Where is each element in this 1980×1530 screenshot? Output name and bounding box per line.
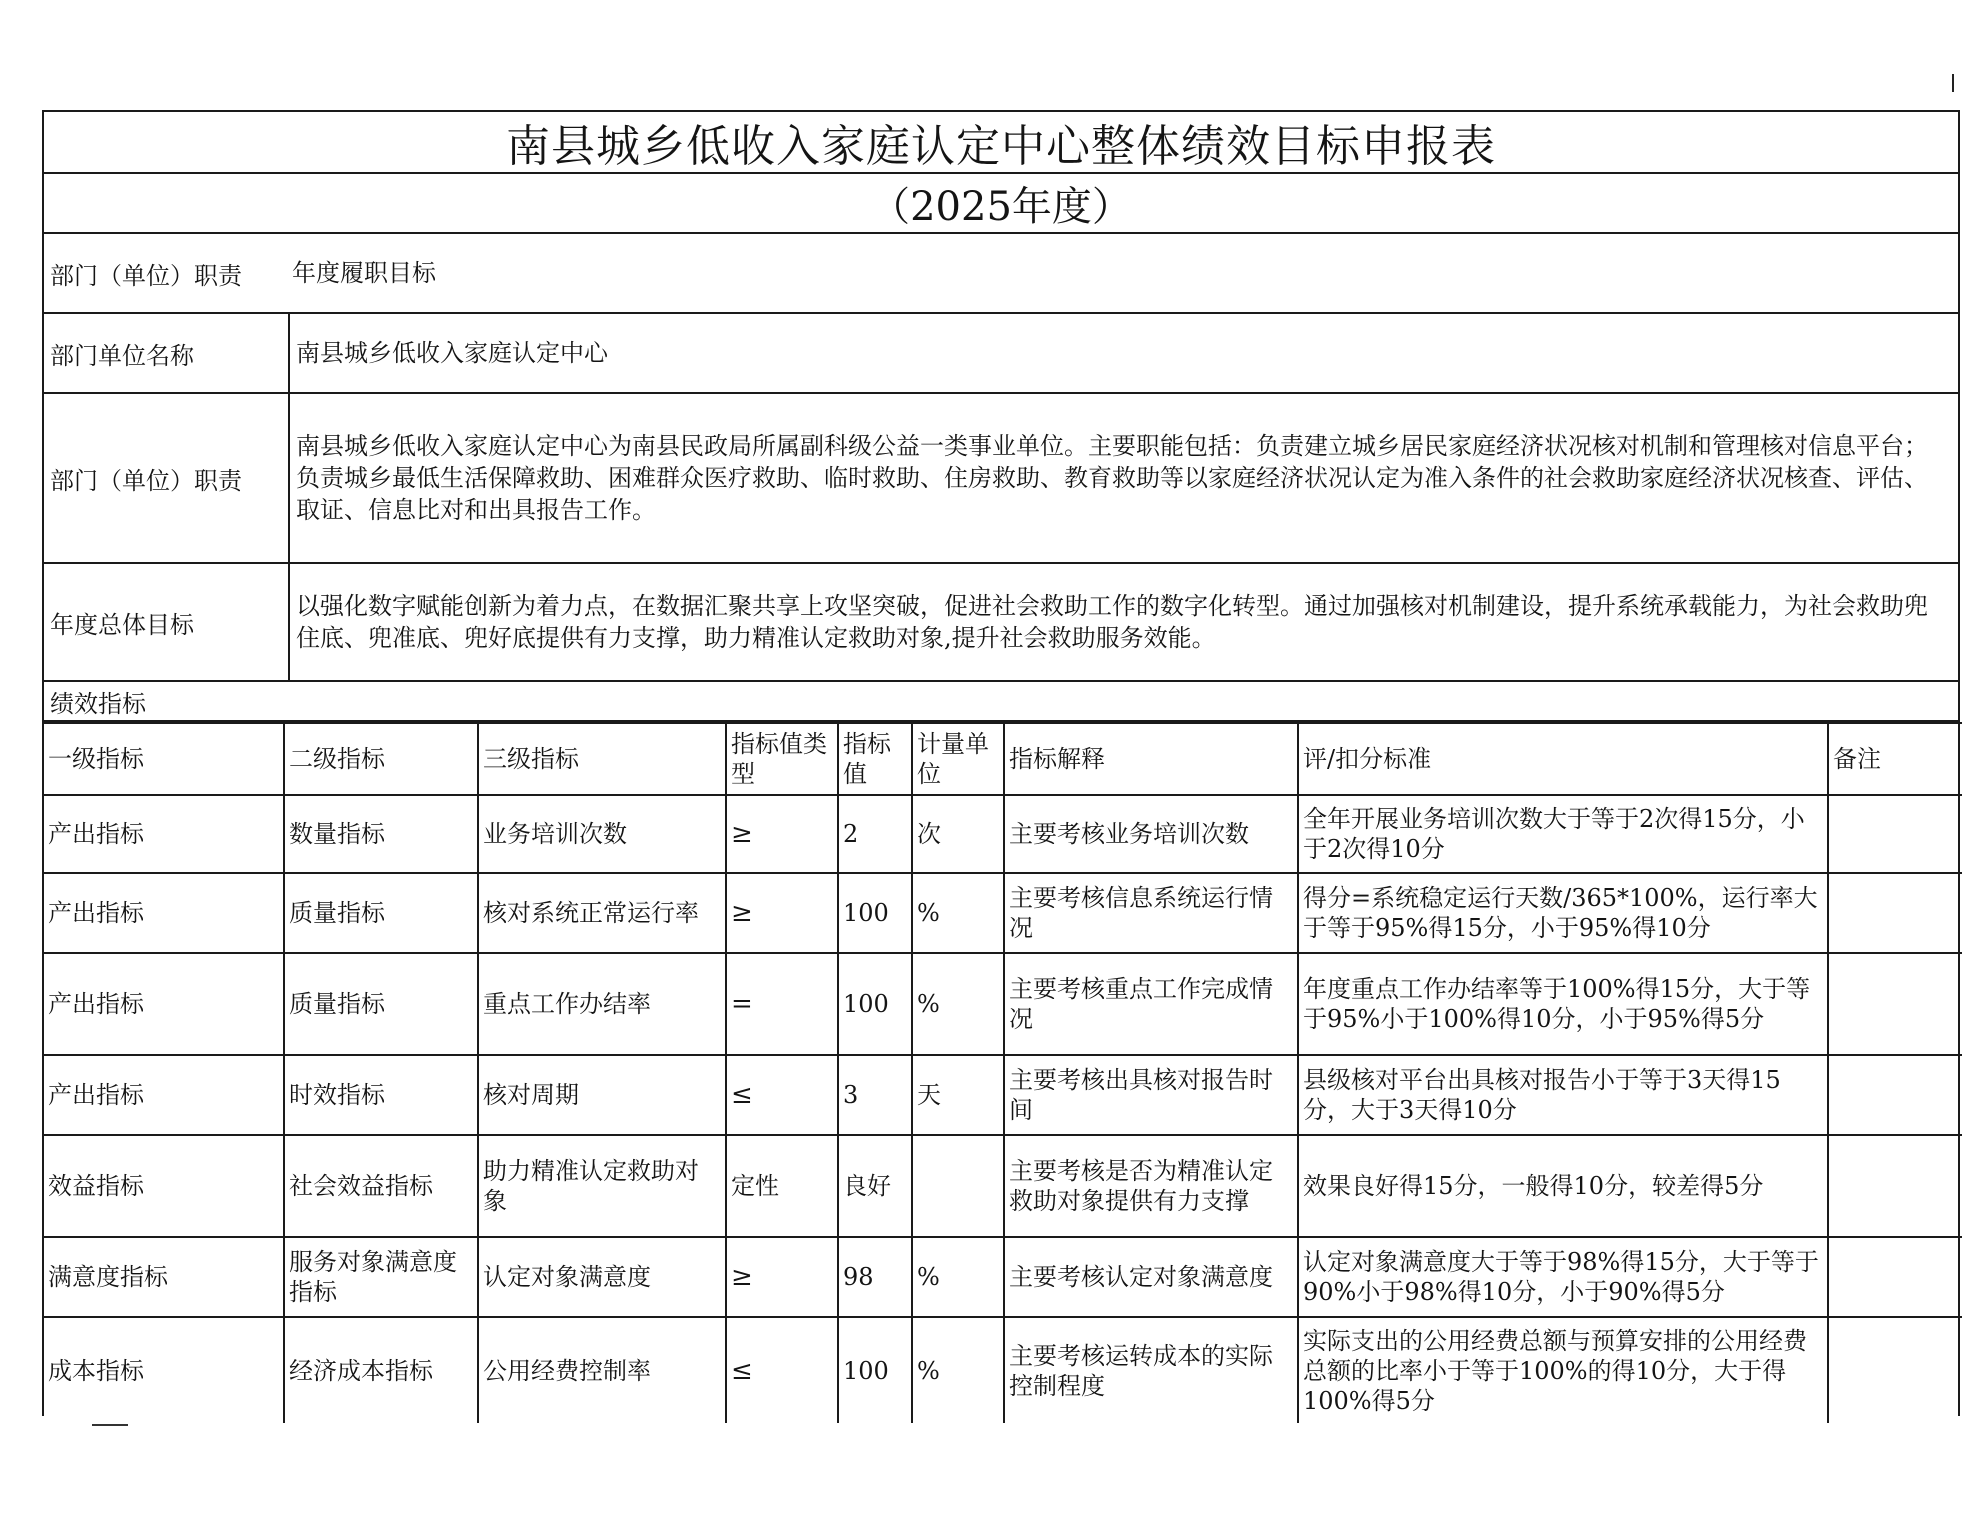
cell-level3: 核对系统正常运行率: [478, 873, 726, 953]
cell-level3: 公用经费控制率: [478, 1317, 726, 1423]
table-row: [44, 795, 1962, 873]
header-scoring: 评/扣分标准: [1298, 723, 1828, 795]
cell-value: 100: [838, 873, 912, 953]
section-heading: 绩效指标: [44, 682, 1958, 722]
cell-unit: %: [912, 953, 1004, 1055]
cell-explain: 主要考核重点工作完成情况: [1004, 953, 1298, 1055]
cell-unit: %: [912, 873, 1004, 953]
cell-level2: 质量指标: [284, 953, 478, 1055]
cell-value: 100: [838, 953, 912, 1055]
cell-level1: 成本指标: [44, 1317, 284, 1423]
cell-level1: 满意度指标: [44, 1237, 284, 1317]
cell-unit: 天: [912, 1055, 1004, 1135]
cell-level2: 质量指标: [284, 873, 478, 953]
cell-level1: 产出指标: [44, 795, 284, 873]
duty-row: [44, 394, 1958, 564]
cell-level3: 助力精准认定救助对象: [478, 1135, 726, 1237]
cell-value: 2: [838, 795, 912, 873]
scan-edge-mark: [1952, 74, 1954, 92]
cell-scoring: 县级核对平台出具核对报告小于等于3天得15分，大于3天得10分: [1298, 1055, 1828, 1135]
cell-value-type: ≥: [726, 1237, 838, 1317]
header-unit: 计量单位: [912, 723, 1004, 795]
cell-level3: 业务培训次数: [478, 795, 726, 873]
cell-level2: 经济成本指标: [284, 1317, 478, 1423]
cell-explain: 主要考核认定对象满意度: [1004, 1237, 1298, 1317]
form-subtitle: （2025年度）: [44, 174, 1958, 234]
cell-value: 98: [838, 1237, 912, 1317]
cell-value-type: ≥: [726, 873, 838, 953]
header-level1: 一级指标: [44, 723, 284, 795]
cell-level1: 产出指标: [44, 873, 284, 953]
cell-scoring: 认定对象满意度大于等于98%得15分，大于等于90%小于98%得10分，小于90%得5分: [1298, 1237, 1828, 1317]
cell-remark: [1828, 795, 1962, 873]
cell-level1: 效益指标: [44, 1135, 284, 1237]
annual-goal-row: [44, 564, 1958, 682]
unit-name-value: 南县城乡低收入家庭认定中心: [288, 314, 1958, 392]
table-row: [44, 873, 1962, 953]
cell-explain: 主要考核运转成本的实际控制程度: [1004, 1317, 1298, 1423]
cell-explain: 主要考核信息系统运行情况: [1004, 873, 1298, 953]
indicator-table: [44, 722, 1962, 1423]
header-value: 指标值: [838, 723, 912, 795]
cell-scoring: 得分=系统稳定运行天数/365*100%，运行率大于等于95%得15分，小于95%得10分: [1298, 873, 1828, 953]
header-level3: 三级指标: [478, 723, 726, 795]
annual-goal-value: 以强化数字赋能创新为着力点，在数据汇聚共享上攻坚突破，促进社会救助工作的数字化转型。通过加强核对机制建设，提升系统承载能力，为社会救助兜住底、兜准底、兜好底提供有力支撑，助力精准认定救助对象,提升社会救助服务效能。: [288, 564, 1958, 680]
duty-label: 部门（单位）职责: [50, 466, 242, 495]
table-row: [44, 1317, 1962, 1423]
cell-level2: 数量指标: [284, 795, 478, 873]
cell-level3: 重点工作办结率: [478, 953, 726, 1055]
header-value-type: 指标值类型: [726, 723, 838, 795]
duty-value: 南县城乡低收入家庭认定中心为南县民政局所属副科级公益一类事业单位。主要职能包括：负责建立城乡居民家庭经济状况核对机制和管理核对信息平台；负责城乡最低生活保障救助、困难群众医疗救助、临时救助、住房救助、教育救助等以家庭经济状况认定为准入条件的社会救助家庭经济状况核查、评估、取证、信息比对和出具报告工作。: [288, 394, 1958, 562]
cell-scoring: 实际支出的公用经费总额与预算安排的公用经费总额的比率小于等于100%的得10分，大于得100%得5分: [1298, 1317, 1828, 1423]
table-row: [44, 1135, 1962, 1237]
header-explain: 指标解释: [1004, 723, 1298, 795]
cell-value-type: 定性: [726, 1135, 838, 1237]
cell-level2: 服务对象满意度指标: [284, 1237, 478, 1317]
duty-header-value: 年度履职目标: [292, 259, 436, 287]
unit-name-label: 部门单位名称: [50, 341, 194, 370]
table-header-row: [44, 723, 1962, 795]
scan-foot-mark: [92, 1424, 128, 1426]
cell-scoring: 效果良好得15分，一般得10分，较差得5分: [1298, 1135, 1828, 1237]
header-level2: 二级指标: [284, 723, 478, 795]
performance-form: [42, 110, 1960, 1416]
cell-value-type: ≤: [726, 1055, 838, 1135]
cell-level2: 时效指标: [284, 1055, 478, 1135]
cell-level2: 社会效益指标: [284, 1135, 478, 1237]
cell-level1: 产出指标: [44, 953, 284, 1055]
duty-header-label: 部门（单位）职责: [50, 261, 242, 290]
cell-remark: [1828, 1055, 1962, 1135]
cell-scoring: 全年开展业务培训次数大于等于2次得15分，小于2次得10分: [1298, 795, 1828, 873]
table-row: [44, 1055, 1962, 1135]
cell-remark: [1828, 953, 1962, 1055]
cell-remark: [1828, 1237, 1962, 1317]
cell-explain: 主要考核是否为精准认定救助对象提供有力支撑: [1004, 1135, 1298, 1237]
cell-value: 100: [838, 1317, 912, 1423]
cell-level3: 认定对象满意度: [478, 1237, 726, 1317]
cell-level3: 核对周期: [478, 1055, 726, 1135]
cell-level1: 产出指标: [44, 1055, 284, 1135]
duty-header-row: [44, 234, 1958, 314]
cell-scoring: 年度重点工作办结率等于100%得15分，大于等于95%小于100%得10分，小于95%得5分: [1298, 953, 1828, 1055]
cell-unit: 次: [912, 795, 1004, 873]
annual-goal-label: 年度总体目标: [50, 610, 194, 639]
cell-unit: [912, 1135, 1004, 1237]
cell-remark: [1828, 873, 1962, 953]
cell-value-type: ≤: [726, 1317, 838, 1423]
cell-value-type: =: [726, 953, 838, 1055]
cell-explain: 主要考核业务培训次数: [1004, 795, 1298, 873]
cell-value: 良好: [838, 1135, 912, 1237]
cell-remark: [1828, 1135, 1962, 1237]
cell-value-type: ≥: [726, 795, 838, 873]
header-remark: 备注: [1828, 723, 1962, 795]
table-row: [44, 953, 1962, 1055]
cell-explain: 主要考核出具核对报告时间: [1004, 1055, 1298, 1135]
cell-unit: %: [912, 1237, 1004, 1317]
unit-name-row: [44, 314, 1958, 394]
form-title: 南县城乡低收入家庭认定中心整体绩效目标申报表: [44, 112, 1958, 174]
cell-unit: %: [912, 1317, 1004, 1423]
cell-value: 3: [838, 1055, 912, 1135]
table-row: [44, 1237, 1962, 1317]
cell-remark: [1828, 1317, 1962, 1423]
